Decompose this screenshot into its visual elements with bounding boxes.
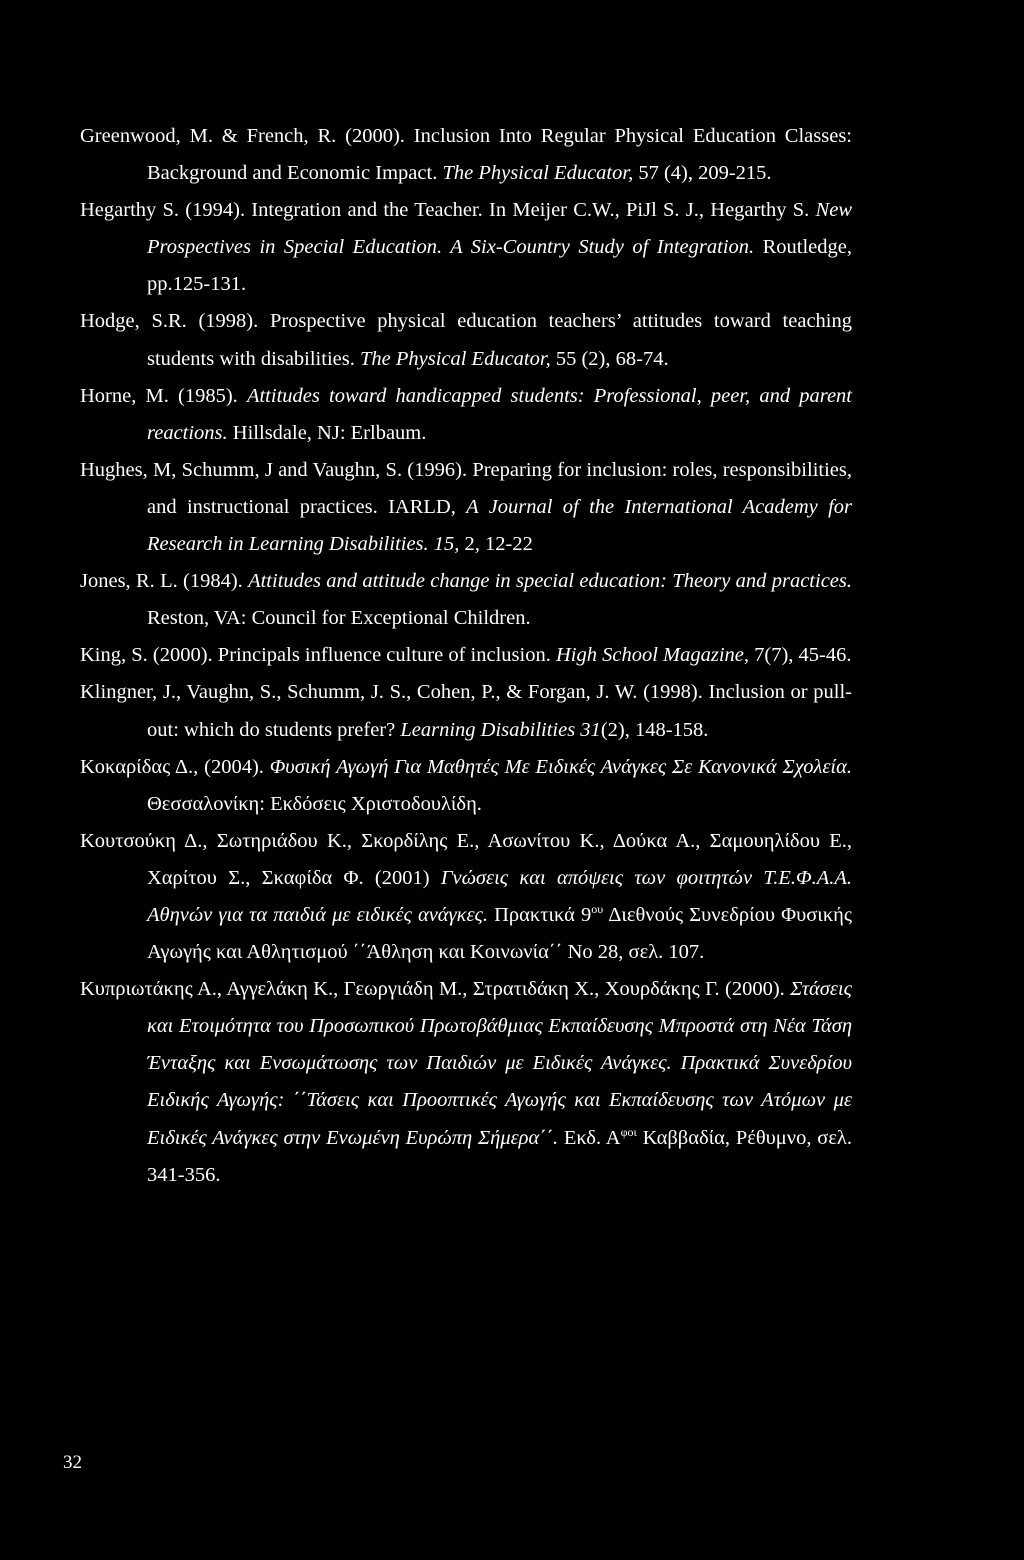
reference-text: 55 (2), 68-74. xyxy=(550,347,669,370)
reference-entry xyxy=(80,303,852,377)
reference-title-text: New Prospectives in Special Education. A Six-Country Study of Integration. xyxy=(147,199,852,259)
reference-text: Hodge, S.R. (1998). Prospective physical education teachers’ attitudes toward teaching students with disabilities. xyxy=(80,310,852,370)
reference-entry xyxy=(80,637,852,674)
reference-entry xyxy=(80,971,852,1194)
reference-entry xyxy=(80,378,852,452)
reference-text: Κυπριωτάκης Α., Αγγελάκη Κ., Γεωργιάδη Μ., Στρατιδάκη Χ., Χουρδάκης Γ. (2000). xyxy=(80,978,791,1001)
reference-list xyxy=(80,118,852,1194)
reference-text: Καββαδία, Ρέθυμνο, σελ. 341-356. xyxy=(147,1126,852,1186)
reference-entry xyxy=(80,823,852,971)
superscript-text: φοι xyxy=(620,1124,637,1139)
reference-title-text: Attitudes toward handicapped students: Professional, peer, and parent reactions. xyxy=(147,384,852,444)
reference-text: Πρακτικά 9 xyxy=(488,903,592,926)
reference-text: 57 (4), 209-215. xyxy=(633,162,772,185)
reference-entry xyxy=(80,452,852,563)
reference-text: Reston, VA: Council for Exceptional Children. xyxy=(147,607,531,630)
reference-title-text: The Physical Educator, xyxy=(442,162,634,185)
reference-text: Horne, M. (1985). xyxy=(80,384,247,407)
reference-title-text: Attitudes and attitude change in special education: Theory and practices. xyxy=(248,570,852,593)
reference-text: Θεσσαλονίκη: Εκδόσεις Χριστοδουλίδη. xyxy=(147,792,482,815)
reference-text: Διεθνούς Συνεδρίου Φυσικής Αγωγής και Αθλητισμού ΄΄Άθληση και Κοινωνία΄΄ Νο 28, σελ. 107. xyxy=(147,903,852,964)
reference-text: Klingner, J., Vaughn, S., Schumm, J. S., Cohen, P., & Forgan, J. W. (1998). Inclusion or pull-out: which do students prefer? xyxy=(80,681,852,741)
page-number: 32 xyxy=(63,1452,82,1473)
reference-text: King, S. (2000). Principals influence culture of inclusion. xyxy=(80,644,556,667)
reference-title-text: A Journal of the International Academy for Research in Learning Disabilities. 15, xyxy=(147,495,852,556)
reference-entry xyxy=(80,674,852,748)
reference-text: 2, 12-22 xyxy=(459,533,533,556)
reference-entry xyxy=(80,192,852,303)
reference-text: Hillsdale, NJ: Erlbaum. xyxy=(227,421,427,444)
reference-entry xyxy=(80,118,852,192)
reference-title-text: The Physical Educator, xyxy=(359,347,551,370)
reference-text: (2), 148-158. xyxy=(600,718,709,741)
reference-title-text: Στάσεις και Ετοιμότητα του Προσωπικού Πρωτοβάθμιας Εκπαίδευσης Μπροστά στη Νέα Τάση Ένταξης και Ενσωμάτωσης των Παιδιών με Ειδικές Ανάγκες. Πρακτικά Συνεδρίου Ειδικής Αγωγής: ΄΄Τάσεις και Προοπτικές Αγωγής και Εκπαίδευσης των Ατόμων με Ειδικές Ανάγκες στην Ενωμένη Ευρώπη Σήμερα΄΄. xyxy=(147,978,852,1149)
reference-text: Εκδ. Α xyxy=(558,1126,621,1149)
reference-title-text: High School Magazine, xyxy=(555,644,749,667)
reference-title-text: Learning Disabilities 31 xyxy=(400,718,601,741)
reference-title-text: Γνώσεις και απόψεις των φοιτητών Τ.Ε.Φ.Α.Α. Αθηνών για τα παιδιά με ειδικές ανάγκες. xyxy=(147,866,852,926)
reference-title-text: Φυσική Αγωγή Για Μαθητές Με Ειδικές Ανάγκες Σε Κανονικά Σχολεία. xyxy=(269,755,852,778)
reference-entry xyxy=(80,563,852,637)
reference-text: 7(7), 45-46. xyxy=(749,644,852,667)
reference-text: Hughes, M, Schumm, J and Vaughn, S. (1996). Preparing for inclusion: roles, responsibilities, and instructional practices. IARLD, xyxy=(80,458,852,518)
superscript-text: ου xyxy=(591,902,604,917)
reference-entry xyxy=(80,749,852,823)
reference-text: Κουτσούκη Δ., Σωτηριάδου Κ., Σκορδίλης Ε., Ασωνίτου Κ., Δούκα Α., Σαμουηλίδου Ε., Χαρίτου Σ., Σκαφίδα Φ. (2001) xyxy=(80,829,852,889)
reference-text: Jones, R. L. (1984). xyxy=(80,570,249,593)
reference-text: Κοκαρίδας Δ., (2004). xyxy=(80,755,270,778)
reference-text: Routledge, pp.125-131. xyxy=(147,236,853,296)
reference-text: Greenwood, M. & French, R. (2000). Inclusion Into Regular Physical Education Classes: Background and Economic Impact. xyxy=(80,125,852,185)
reference-text: Hegarthy S. (1994). Integration and the Teacher. In Meijer C.W., PiJl S. J., Hegarthy S. xyxy=(80,199,816,222)
